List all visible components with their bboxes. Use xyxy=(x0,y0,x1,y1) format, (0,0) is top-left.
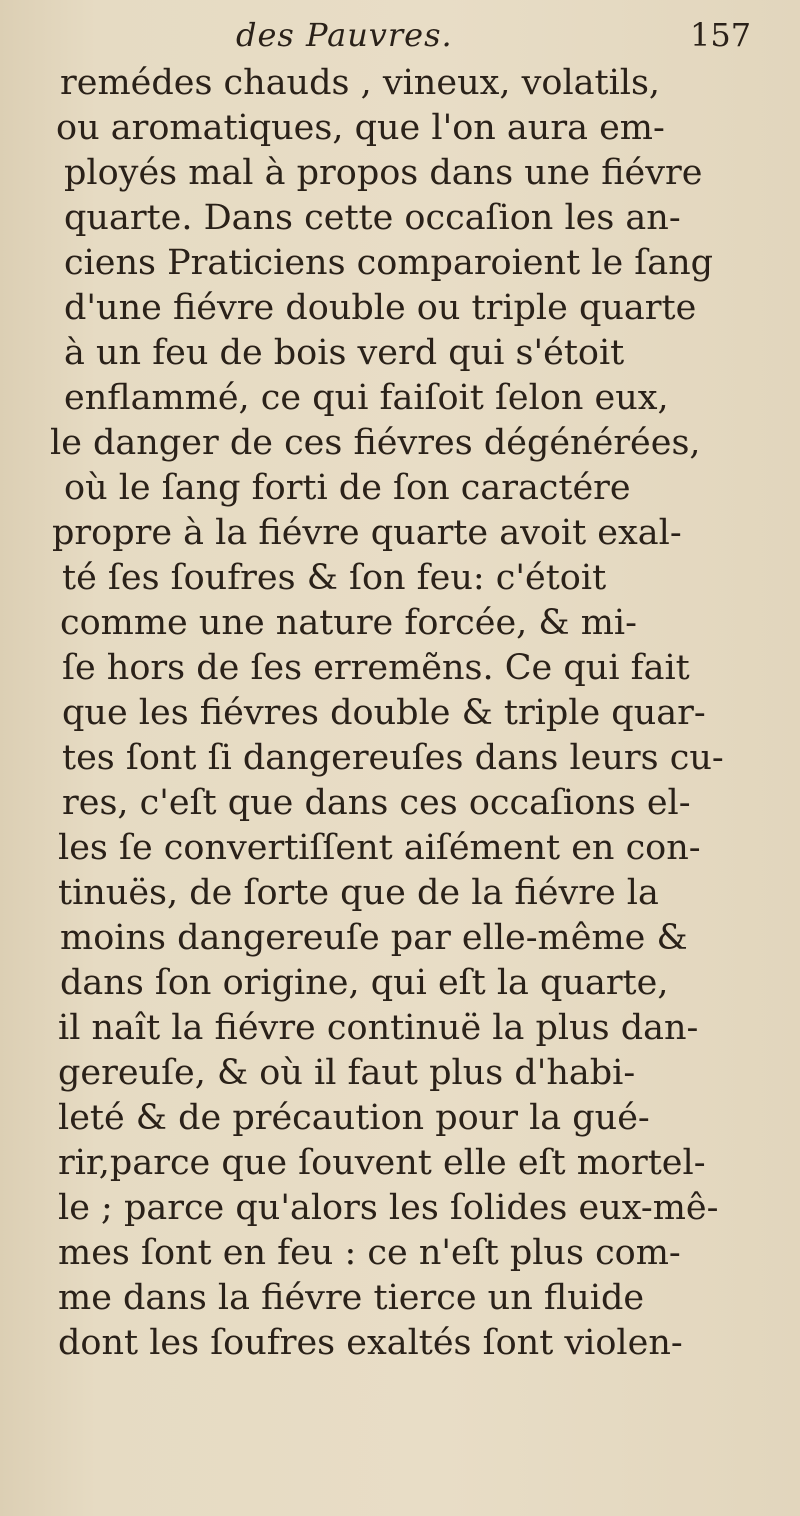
text-line: ſe hors de ſes erremẽns. Ce qui fait xyxy=(62,648,690,688)
text-line: où le ſang forti de ſon caractére xyxy=(64,468,631,508)
running-head-title: des Pauvres. xyxy=(236,16,453,54)
text-line: dont les ſoufres exaltés ſont violen- xyxy=(58,1323,683,1363)
page-number: 157 xyxy=(690,16,752,54)
text-line: le danger de ces fiévres dégénérées, xyxy=(50,423,701,463)
text-line: remédes chauds , vineux, volatils, xyxy=(60,63,661,103)
text-line: tes ſont ſi dangereuſes dans leurs cu- xyxy=(62,738,724,778)
text-line: il naît la fiévre continuë la plus dan- xyxy=(58,1008,699,1048)
text-line: le ; parce qu'alors les ſolides eux-mê- xyxy=(58,1188,719,1228)
text-line: ou aromatiques, que l'on aura em- xyxy=(56,108,665,148)
text-line: à un feu de bois verd qui s'étoit xyxy=(64,333,625,373)
text-line: rir,parce que ſouvent elle eſt mortel- xyxy=(58,1143,706,1183)
text-line: propre à la fiévre quarte avoit exal- xyxy=(52,513,682,553)
text-line: d'une fiévre double ou triple quarte xyxy=(64,288,697,328)
text-line: ciens Praticiens comparoient le ſang xyxy=(64,243,714,283)
text-line: té ſes ſoufres & ſon feu: c'étoit xyxy=(62,558,607,598)
text-line: leté & de précaution pour la gué- xyxy=(58,1098,650,1138)
text-line: dans ſon origine, qui eſt la quarte, xyxy=(60,963,669,1003)
text-line: me dans la fiévre tierce un fluide xyxy=(58,1278,645,1318)
text-line: mes ſont en feu : ce n'eſt plus com- xyxy=(58,1233,681,1273)
text-line: ployés mal à propos dans une fiévre xyxy=(64,153,703,193)
text-line: gereuſe, & où il faut plus d'habi- xyxy=(58,1053,636,1093)
text-line: les ſe convertiſſent aiſément en con- xyxy=(58,828,701,868)
text-line: quarte. Dans cette occaſion les an- xyxy=(64,198,681,238)
text-line: enflammé, ce qui faiſoit ſelon eux, xyxy=(64,378,669,418)
text-line: comme une nature forcée, & mi- xyxy=(60,603,637,643)
text-line: res, c'eſt que dans ces occaſions el- xyxy=(62,783,691,823)
text-line: que les fiévres double & triple quar- xyxy=(62,693,706,733)
text-line: tinuës, de ſorte que de la fiévre la xyxy=(58,873,659,913)
running-head xyxy=(0,16,800,60)
text-line: moins dangereuſe par elle-même & xyxy=(60,918,688,958)
